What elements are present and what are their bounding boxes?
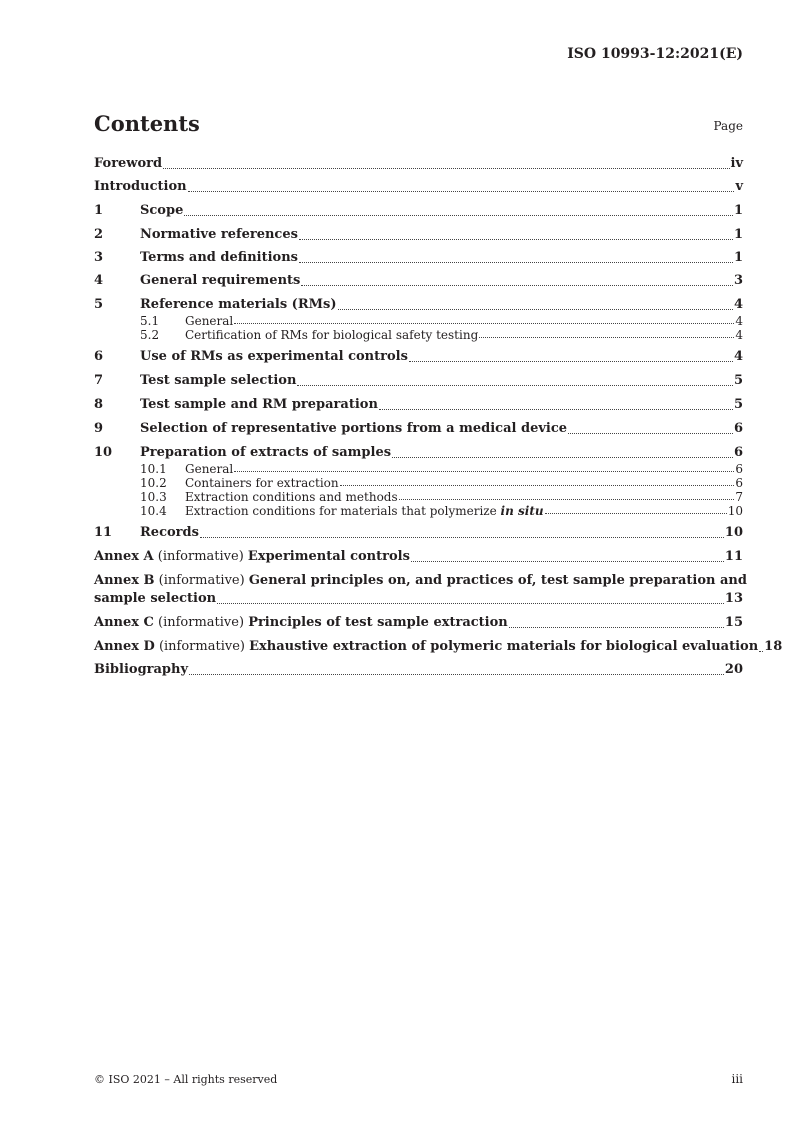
toc-entry-foreword[interactable] (94, 155, 743, 173)
toc-label: Introduction (94, 179, 187, 194)
table-of-contents (94, 155, 783, 679)
toc-page: 1 (733, 250, 743, 265)
leader-dots (297, 384, 733, 386)
copyright-notice: © ISO 2021 – All rights reserved (94, 1073, 278, 1086)
toc-entry-10-3[interactable] (94, 490, 743, 504)
toc-number: 5.1 (140, 314, 160, 328)
annex-title-cont: sample selection (94, 591, 217, 606)
annex-type: (informative) (154, 573, 249, 588)
toc-label: Test sample and RM preparation (140, 397, 378, 412)
leader-dots (340, 484, 735, 486)
toc-label: General (185, 462, 234, 476)
toc-entry-introduction[interactable] (94, 178, 743, 196)
toc-page: 6 (735, 462, 743, 476)
toc-page: 10 (724, 525, 743, 540)
toc-label: General requirements (140, 273, 301, 288)
toc-page: v (735, 179, 743, 194)
toc-page: 5 (733, 373, 743, 388)
leader-dots (411, 560, 724, 562)
leader-dots (759, 650, 763, 652)
leader-dots (338, 308, 733, 310)
toc-number: 4 (94, 273, 104, 288)
toc-label-text: Extraction conditions for materials that polymerize (185, 504, 501, 518)
toc-label (185, 504, 544, 518)
annex-type: (informative) (154, 639, 250, 654)
toc-page: 6 (733, 421, 743, 436)
toc-label (94, 572, 747, 590)
toc-label: Scope (140, 203, 184, 218)
toc-page: 7 (735, 490, 743, 504)
toc-page: 11 (724, 549, 743, 564)
annex-type: (informative) (153, 615, 249, 630)
leader-dots (399, 498, 735, 500)
toc-entry-5-1[interactable] (94, 314, 743, 328)
toc-entry-5[interactable] (94, 296, 743, 314)
toc-label: Terms and definitions (140, 250, 298, 265)
toc-entry-annex-b[interactable] (94, 572, 747, 608)
leader-dots (217, 602, 724, 604)
leader-dots (409, 360, 733, 362)
leader-dots (568, 432, 733, 434)
toc-entry-2[interactable] (94, 226, 743, 244)
leader-dots (184, 214, 733, 216)
page-column-label: Page (713, 119, 743, 133)
toc-entry-annex-a[interactable] (94, 548, 743, 566)
contents-title: Contents (94, 111, 200, 136)
toc-entry-10[interactable] (94, 444, 743, 462)
toc-entry-5-2[interactable] (94, 328, 743, 342)
leader-dots (188, 190, 735, 192)
leader-dots (234, 470, 734, 472)
toc-page: 6 (733, 445, 743, 460)
leader-dots (234, 322, 734, 324)
toc-page: 3 (733, 273, 743, 288)
toc-entry-annex-c[interactable] (94, 614, 743, 632)
toc-label (94, 548, 410, 566)
toc-entry-6[interactable] (94, 348, 743, 366)
toc-label: Test sample selection (140, 373, 297, 388)
annex-title: Experimental controls (247, 549, 410, 564)
toc-number: 11 (94, 525, 113, 540)
annex-prefix: Annex A (94, 549, 154, 564)
toc-label: Reference materials (RMs) (140, 297, 337, 312)
toc-page: 4 (733, 349, 743, 364)
toc-page: 4 (735, 328, 743, 342)
annex-title: General principles on, and practices of, test sample preparation and (248, 573, 747, 588)
toc-label: Bibliography (94, 662, 189, 677)
toc-number: 6 (94, 349, 104, 364)
toc-page: 20 (724, 662, 743, 677)
toc-number: 5.2 (140, 328, 160, 342)
page-number: iii (731, 1072, 743, 1086)
toc-entry-11[interactable] (94, 524, 743, 542)
toc-page: 5 (733, 397, 743, 412)
toc-label: Foreword (94, 156, 163, 171)
annex-title: Exhaustive extraction of polymeric materials for biological evaluation (249, 639, 759, 654)
leader-dots (299, 261, 733, 263)
toc-number: 10.2 (140, 476, 167, 490)
leader-dots (189, 673, 724, 675)
toc-entry-4[interactable] (94, 272, 743, 290)
toc-page: 4 (735, 314, 743, 328)
toc-page: iv (730, 156, 743, 171)
document-id: ISO 10993-12:2021(E) (567, 46, 743, 62)
toc-page: 1 (733, 203, 743, 218)
leader-dots (379, 408, 733, 410)
leader-dots (163, 167, 729, 169)
toc-entry-10-2[interactable] (94, 476, 743, 490)
toc-label (94, 638, 758, 656)
annex-prefix: Annex D (94, 639, 155, 654)
toc-label: Use of RMs as experimental controls (140, 349, 408, 364)
toc-number: 2 (94, 227, 104, 242)
toc-entry-9[interactable] (94, 420, 743, 438)
toc-number: 3 (94, 250, 104, 265)
toc-page: 4 (733, 297, 743, 312)
toc-number: 1 (94, 203, 104, 218)
toc-entry-7[interactable] (94, 372, 743, 390)
toc-entry-10-1[interactable] (94, 462, 743, 476)
toc-entry-annex-d[interactable] (94, 638, 783, 656)
toc-entry-3[interactable] (94, 249, 743, 267)
toc-number: 5 (94, 297, 104, 312)
toc-label: Extraction conditions and methods (185, 490, 398, 504)
toc-label (94, 614, 508, 632)
toc-label: Normative references (140, 227, 298, 242)
toc-page: 10 (727, 504, 743, 518)
annex-title: Principles of test sample extraction (248, 615, 508, 630)
annex-type: (informative) (153, 549, 248, 564)
leader-dots (509, 626, 724, 628)
toc-entry-1[interactable] (94, 202, 743, 220)
toc-entry-bibliography[interactable] (94, 661, 743, 679)
toc-number: 9 (94, 421, 104, 436)
toc-number: 10.1 (140, 462, 167, 476)
toc-number: 10.4 (140, 504, 167, 518)
leader-dots (301, 284, 733, 286)
toc-page: 15 (724, 615, 743, 630)
annex-prefix: Annex C (94, 615, 154, 630)
toc-label: Certification of RMs for biological safety testing (185, 328, 479, 342)
toc-label: Preparation of extracts of samples (140, 445, 392, 460)
toc-entry-annex-b-line1 (94, 572, 747, 590)
leader-dots (392, 456, 733, 458)
toc-label: General (185, 314, 234, 328)
toc-number: 7 (94, 373, 104, 388)
leader-dots (545, 512, 727, 514)
toc-page: 18 (764, 639, 783, 654)
toc-entry-8[interactable] (94, 396, 743, 414)
annex-prefix: Annex B (94, 573, 155, 588)
toc-label-emphasis: in situ (500, 504, 544, 518)
toc-label: Selection of representative portions from a medical device (140, 421, 568, 436)
toc-label: Records (140, 525, 199, 540)
toc-number: 10 (94, 445, 113, 460)
toc-entry-annex-b-line2 (94, 590, 743, 608)
toc-label: Containers for extraction (185, 476, 339, 490)
toc-number: 10.3 (140, 490, 167, 504)
toc-number: 8 (94, 397, 104, 412)
toc-page: 1 (733, 227, 743, 242)
toc-page: 13 (724, 591, 743, 606)
toc-page: 6 (735, 476, 743, 490)
leader-dots (479, 336, 734, 338)
leader-dots (299, 238, 733, 240)
leader-dots (200, 536, 724, 538)
toc-entry-10-4[interactable] (94, 504, 743, 518)
